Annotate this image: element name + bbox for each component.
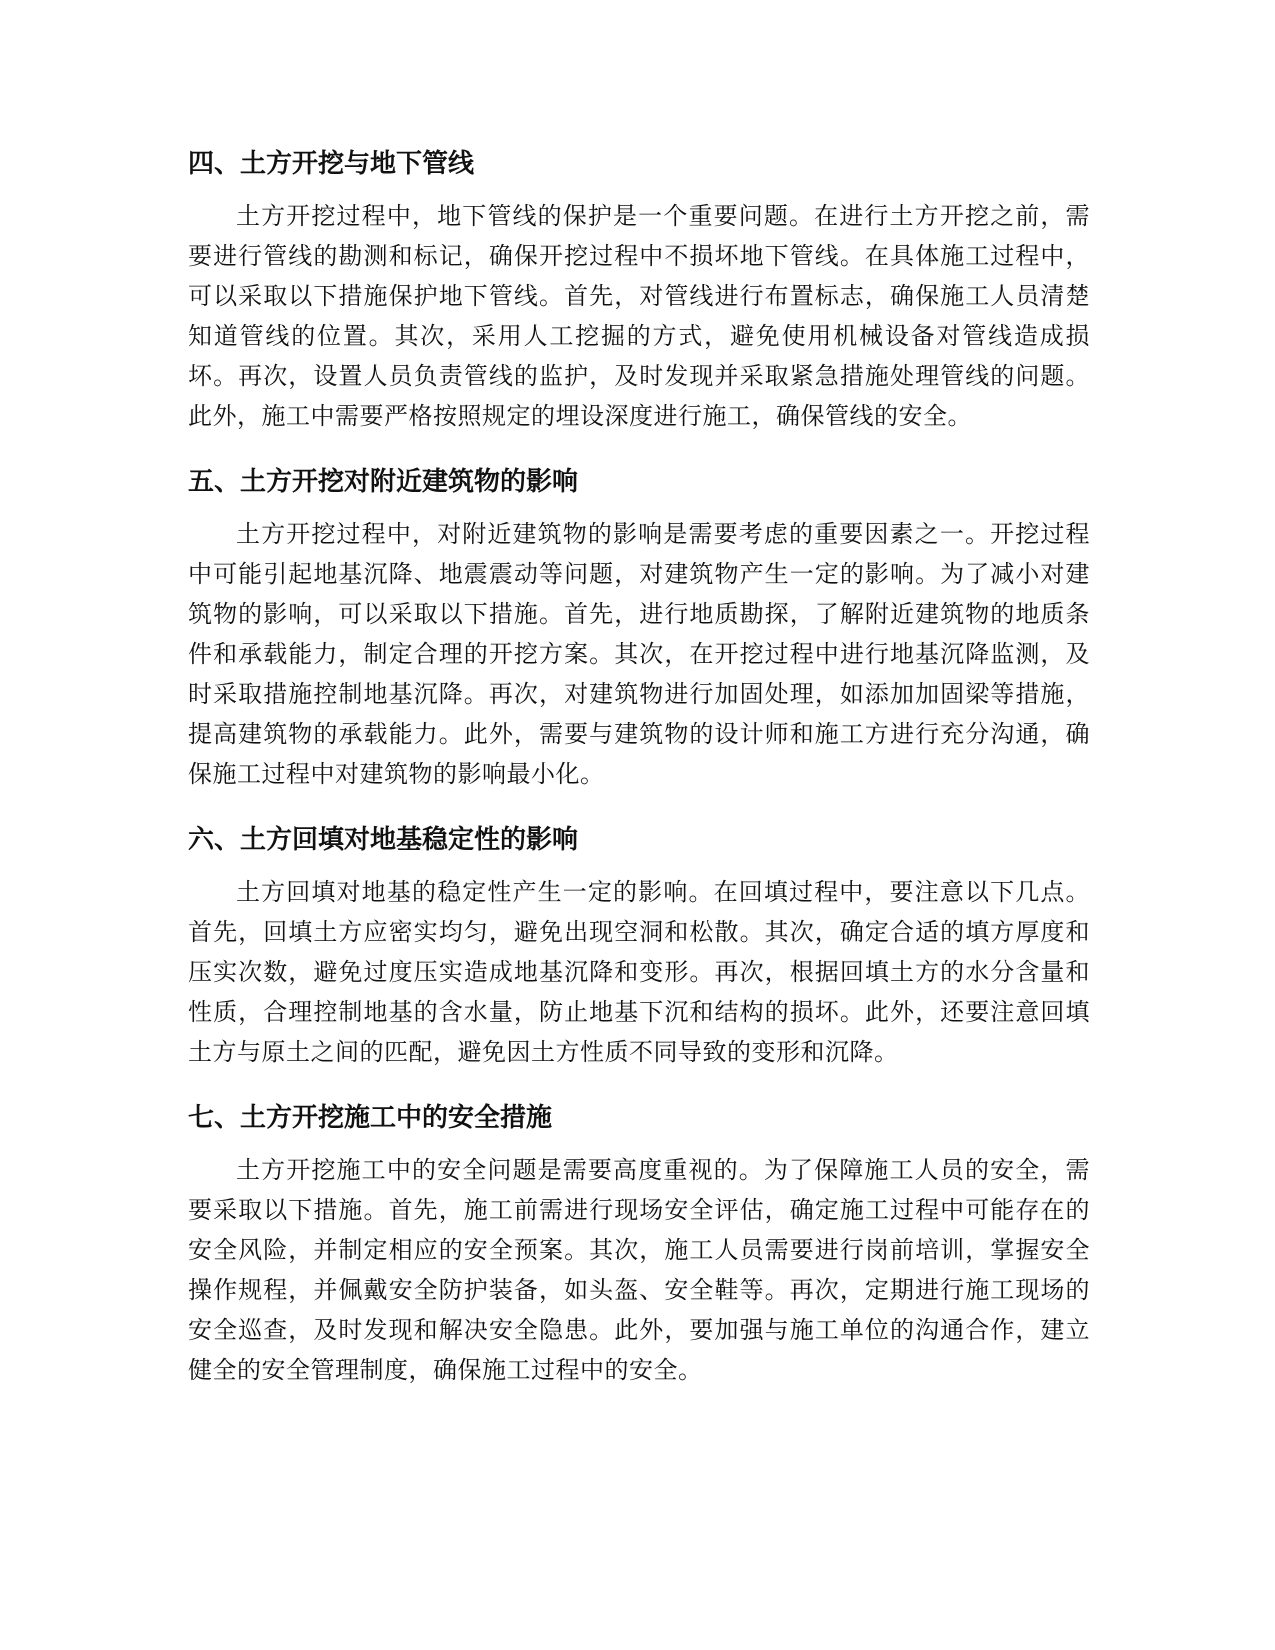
section-heading: 四、土方开挖与地下管线 xyxy=(188,149,475,179)
section-safety-measures xyxy=(188,1092,1090,1390)
section-heading: 六、土方回填对地基稳定性的影响 xyxy=(188,825,579,855)
section-paragraph: 土方开挖过程中，地下管线的保护是一个重要问题。在进行土方开挖之前，需要进行管线的勘测和标记，确保开挖过程中不损坏地下管线。在具体施工过程中，可以采取以下措施保护地下管线。首先，对管线进行布置标志，确保施工人员清楚知道管线的位置。其次，采用人工挖掘的方式，避免使用机械设备对管线造成损坏。再次，设置人员负责管线的监护，及时发现并采取紧急措施处理管线的问题。此外，施工中需要严格按照规定的埋设深度进行施工，确保管线的安全。 xyxy=(188,202,1090,430)
section-backfill-stability xyxy=(188,814,1090,1072)
section-paragraph: 土方开挖过程中，对附近建筑物的影响是需要考虑的重要因素之一。开挖过程中可能引起地基沉降、地震震动等问题，对建筑物产生一定的影响。为了减小对建筑物的影响，可以采取以下措施。首先，进行地质勘探，了解附近建筑物的地质条件和承载能力，制定合理的开挖方案。其次，在开挖过程中进行地基沉降监测，及时采取措施控制地基沉降。再次，对建筑物进行加固处理，如添加加固梁等措施，提高建筑物的承载能力。此外，需要与建筑物的设计师和施工方进行充分沟通，确保施工过程中对建筑物的影响最小化。 xyxy=(188,520,1090,788)
section-heading: 七、土方开挖施工中的安全措施 xyxy=(188,1103,553,1133)
document-page xyxy=(188,138,1090,1410)
section-underground-pipelines xyxy=(188,138,1090,436)
section-paragraph: 土方回填对地基的稳定性产生一定的影响。在回填过程中，要注意以下几点。首先，回填土方应密实均匀，避免出现空洞和松散。其次，确定合适的填方厚度和压实次数，避免过度压实造成地基沉降和变形。再次，根据回填土方的水分含量和性质，合理控制地基的含水量，防止地基下沉和结构的损坏。此外，还要注意回填土方与原土之间的匹配，避免因土方性质不同导致的变形和沉降。 xyxy=(188,878,1090,1066)
section-nearby-buildings xyxy=(188,456,1090,794)
section-paragraph: 土方开挖施工中的安全问题是需要高度重视的。为了保障施工人员的安全，需要采取以下措施。首先，施工前需进行现场安全评估，确定施工过程中可能存在的安全风险，并制定相应的安全预案。其次，施工人员需要进行岗前培训，掌握安全操作规程，并佩戴安全防护装备，如头盔、安全鞋等。再次，定期进行施工现场的安全巡查，及时发现和解决安全隐患。此外，要加强与施工单位的沟通合作，建立健全的安全管理制度，确保施工过程中的安全。 xyxy=(188,1156,1090,1384)
section-heading: 五、土方开挖对附近建筑物的影响 xyxy=(188,467,579,497)
